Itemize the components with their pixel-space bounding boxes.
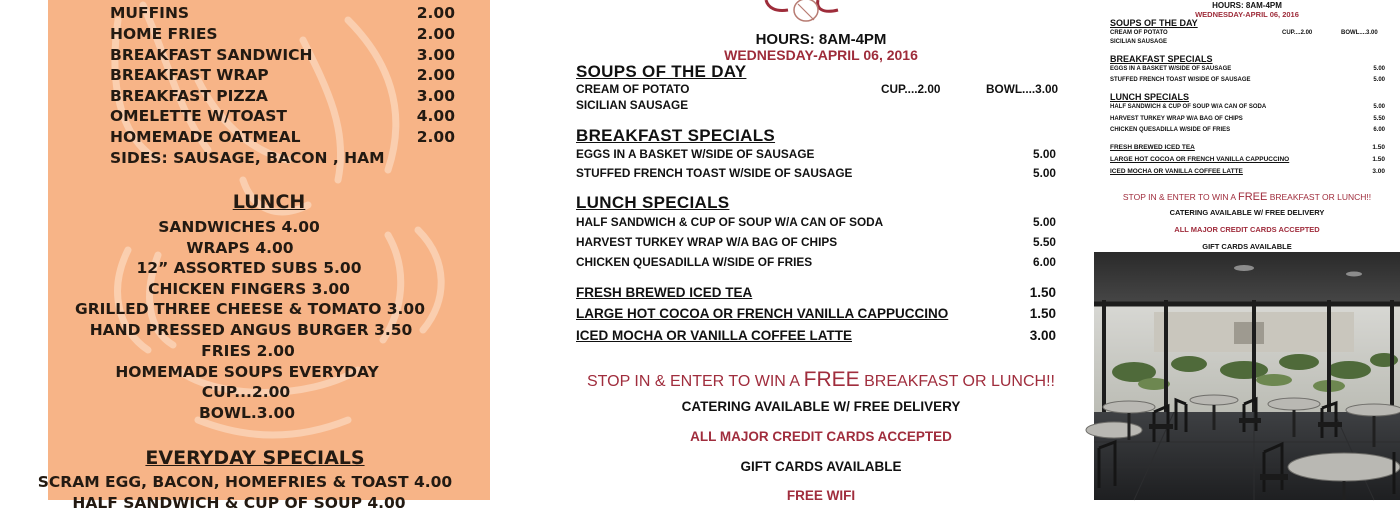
sides-line: SIDES: SAUSAGE, BACON , HAM bbox=[110, 149, 385, 167]
special-row bbox=[1110, 66, 1385, 72]
credit-cards-notice: ALL MAJOR CREDIT CARDS ACCEPTED bbox=[690, 429, 952, 444]
special-price: 6.00 bbox=[1033, 255, 1056, 269]
item-price: 2.00 bbox=[416, 4, 455, 22]
drink-row bbox=[1110, 168, 1385, 175]
lunch-heading: LUNCH bbox=[232, 191, 306, 213]
special-row bbox=[1110, 104, 1385, 110]
cafe-interior-illustration bbox=[1094, 252, 1400, 500]
item-name: HOMEMADE OATMEAL bbox=[110, 128, 301, 146]
catering-notice: CATERING AVAILABLE W/ FREE DELIVERY bbox=[681, 399, 961, 414]
special-price: 5.50 bbox=[1033, 235, 1056, 249]
soup-row bbox=[576, 82, 1059, 96]
drink-row bbox=[1110, 144, 1385, 151]
drink-name: LARGE HOT COCOA OR FRENCH VANILLA CAPPUCCINO bbox=[576, 306, 949, 321]
lunch-specials-heading: LUNCH SPECIALS bbox=[576, 193, 730, 212]
soup-row bbox=[1110, 39, 1385, 45]
breakfast-specials-heading: BREAKFAST SPECIALS bbox=[1110, 54, 1213, 64]
lunch-line: GRILLED THREE CHEESE & TOMATO 3.00 bbox=[74, 300, 426, 318]
drink-price: 1.50 bbox=[1372, 156, 1385, 163]
soup-row bbox=[1110, 30, 1385, 36]
soups-heading: SOUPS OF THE DAY bbox=[576, 62, 747, 81]
contest-text-start: STOP IN & ENTER TO WIN A bbox=[1122, 192, 1238, 202]
drink-name: LARGE HOT COCOA OR FRENCH VANILLA CAPPUCCINO bbox=[1110, 156, 1290, 163]
drink-price: 3.00 bbox=[1372, 168, 1385, 175]
lunch-line: CHICKEN FINGERS 3.00 bbox=[148, 280, 350, 298]
drink-price: 1.50 bbox=[1372, 144, 1385, 151]
drink-price: 1.50 bbox=[1029, 306, 1056, 321]
contest-text-end: BREAKFAST OR LUNCH!! bbox=[859, 373, 1055, 390]
drink-name: ICED MOCHA OR VANILLA COFFEE LATTE bbox=[1110, 168, 1243, 175]
special-price: 5.50 bbox=[1373, 116, 1385, 122]
special-name: STUFFED FRENCH TOAST W/SIDE OF SAUSAGE bbox=[576, 166, 853, 180]
special-price: 5.00 bbox=[1033, 147, 1056, 161]
contest-text-end: BREAKFAST OR LUNCH!! bbox=[1267, 192, 1372, 202]
drink-name: FRESH BREWED ICED TEA bbox=[1110, 144, 1195, 151]
special-price: 5.00 bbox=[1033, 166, 1056, 180]
special-name: HALF SANDWICH & CUP OF SOUP W/A CAN OF SODA bbox=[1110, 104, 1267, 110]
everyday-line: SCRAM EGG, BACON, HOMEFRIES & TOAST 4.00 bbox=[37, 473, 453, 491]
mini-specials-sheet bbox=[1094, 0, 1400, 252]
hours-label: HOURS: 8AM-4PM bbox=[755, 31, 887, 48]
drink-row bbox=[576, 328, 1056, 343]
special-name: STUFFED FRENCH TOAST W/SIDE OF SAUSAGE bbox=[1110, 77, 1251, 83]
special-price: 5.00 bbox=[1033, 215, 1056, 229]
special-price: 6.00 bbox=[1373, 127, 1385, 133]
everyday-specials-heading: EVERYDAY SPECIALS bbox=[145, 447, 365, 469]
special-name: HARVEST TURKEY WRAP W/A BAG OF CHIPS bbox=[576, 235, 838, 249]
special-price: 5.00 bbox=[1373, 66, 1385, 72]
breakfast-specials-heading: BREAKFAST SPECIALS bbox=[576, 126, 776, 145]
drink-row bbox=[576, 285, 1056, 300]
item-name: MUFFINS bbox=[110, 4, 190, 22]
special-name: HALF SANDWICH & CUP OF SOUP W/A CAN OF SODA bbox=[576, 215, 884, 229]
item-price: 4.00 bbox=[416, 107, 455, 125]
bowl-price: BOWL....3.00 bbox=[986, 82, 1059, 96]
bowl-price: BOWL....3.00 bbox=[1341, 30, 1378, 36]
item-price: 3.00 bbox=[416, 87, 455, 105]
item-name: BREAKFAST SANDWICH bbox=[110, 46, 313, 64]
lunch-line: 12” ASSORTED SUBS 5.00 bbox=[136, 259, 362, 277]
cup-price: CUP....2.00 bbox=[881, 82, 941, 96]
item-name: BREAKFAST WRAP bbox=[110, 66, 269, 84]
gift-cards-notice: GIFT CARDS AVAILABLE bbox=[740, 459, 902, 474]
menu-row bbox=[110, 87, 455, 107]
special-name: CHICKEN QUESADILLA W/SIDE OF FRIES bbox=[576, 255, 813, 269]
lunch-line: FRIES 2.00 bbox=[201, 342, 295, 360]
special-name: CHICKEN QUESADILLA W/SIDE OF FRIES bbox=[1110, 127, 1231, 133]
date-label: WEDNESDAY-APRIL 06, 2016 bbox=[724, 47, 918, 63]
orange-menu-panel bbox=[37, 0, 490, 512]
contest-text-start: STOP IN & ENTER TO WIN A bbox=[587, 373, 804, 390]
lunch-line: HAND PRESSED ANGUS BURGER 3.50 bbox=[89, 321, 413, 339]
everyday-line: HALF SANDWICH & CUP OF SOUP 4.00 bbox=[72, 494, 406, 512]
lunch-line: CUP...2.00 bbox=[201, 383, 291, 401]
special-price: 5.00 bbox=[1373, 104, 1385, 110]
lunch-specials-heading: LUNCH SPECIALS bbox=[1110, 92, 1190, 102]
soup-name: CREAM OF POTATO bbox=[576, 82, 690, 96]
contest-free-word: FREE bbox=[1238, 191, 1268, 203]
special-name: HARVEST TURKEY WRAP W/A BAG OF CHIPS bbox=[1110, 116, 1243, 122]
drink-row bbox=[576, 306, 1056, 321]
date-label: WEDNESDAY-APRIL 06, 2016 bbox=[1195, 10, 1299, 19]
special-row bbox=[1110, 127, 1385, 133]
special-row bbox=[576, 215, 1056, 229]
drink-price: 3.00 bbox=[1029, 328, 1056, 343]
soup-name: SICILIAN SAUSAGE bbox=[576, 98, 689, 112]
soup-name: CREAM OF POTATO bbox=[1110, 30, 1168, 36]
cup-price: CUP....2.00 bbox=[1282, 30, 1313, 36]
menu-row bbox=[110, 107, 455, 127]
drink-name: FRESH BREWED ICED TEA bbox=[576, 285, 753, 300]
drink-name: ICED MOCHA OR VANILLA COFFEE LATTE bbox=[576, 328, 852, 343]
item-name: HOME FRIES bbox=[110, 25, 218, 43]
cafe-logo bbox=[758, 0, 848, 28]
lunch-line: HOMEMADE SOUPS EVERYDAY bbox=[115, 363, 379, 381]
daily-specials-sheet bbox=[548, 0, 1094, 503]
item-price: 3.00 bbox=[416, 46, 455, 64]
lunch-line: SANDWICHES 4.00 bbox=[158, 218, 320, 236]
lunch-line: WRAPS 4.00 bbox=[186, 239, 294, 257]
special-row bbox=[576, 255, 1056, 269]
menu-row bbox=[110, 25, 455, 45]
catering-notice: CATERING AVAILABLE W/ FREE DELIVERY bbox=[1169, 208, 1325, 217]
special-row bbox=[1110, 77, 1385, 83]
special-name: EGGS IN A BASKET W/SIDE OF SAUSAGE bbox=[1110, 66, 1232, 72]
cafe-interior-photo bbox=[1094, 252, 1400, 500]
soup-name: SICILIAN SAUSAGE bbox=[1110, 39, 1168, 45]
menu-row bbox=[110, 128, 455, 148]
menu-row bbox=[110, 46, 455, 66]
gift-cards-notice: GIFT CARDS AVAILABLE bbox=[1202, 242, 1292, 251]
special-row bbox=[576, 147, 1056, 161]
item-name: OMELETTE W/TOAST bbox=[110, 107, 287, 125]
lunch-line: BOWL.3.00 bbox=[198, 404, 296, 422]
item-name: BREAKFAST PIZZA bbox=[110, 87, 268, 105]
drink-price: 1.50 bbox=[1029, 285, 1056, 300]
special-name: EGGS IN A BASKET W/SIDE OF SAUSAGE bbox=[576, 147, 815, 161]
contest-banner bbox=[1094, 191, 1400, 203]
item-price: 2.00 bbox=[416, 25, 455, 43]
menu-row bbox=[110, 4, 455, 24]
special-row bbox=[576, 235, 1056, 249]
soup-row bbox=[576, 98, 1056, 112]
special-row bbox=[576, 166, 1056, 180]
wifi-notice: FREE WIFI bbox=[786, 488, 856, 503]
soups-heading: SOUPS OF THE DAY bbox=[1110, 18, 1198, 28]
drink-row bbox=[1110, 156, 1385, 163]
credit-cards-notice: ALL MAJOR CREDIT CARDS ACCEPTED bbox=[1174, 225, 1320, 234]
hours-label: HOURS: 8AM-4PM bbox=[1212, 1, 1282, 10]
menu-row bbox=[110, 66, 455, 86]
special-price: 5.00 bbox=[1373, 77, 1385, 83]
contest-banner bbox=[548, 368, 1094, 392]
item-price: 2.00 bbox=[416, 66, 455, 84]
contest-free-word: FREE bbox=[803, 368, 860, 391]
item-price: 2.00 bbox=[416, 128, 455, 146]
special-row bbox=[1110, 116, 1385, 122]
